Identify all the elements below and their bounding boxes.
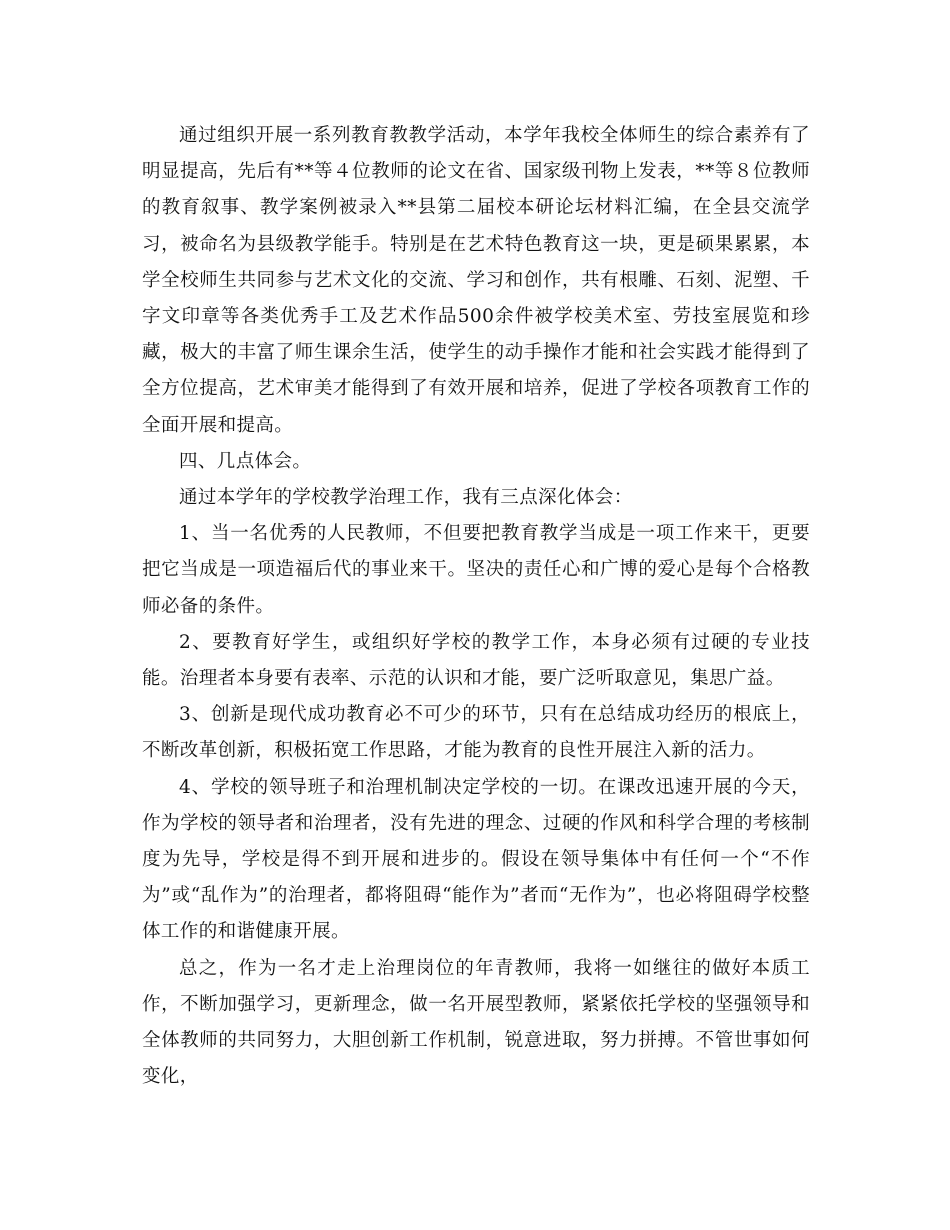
paragraph-point-2: 2、要教育好学生，或组织好学校的教学工作，本身必须有过硬的专业技能。治理者本身要有表率、示范的认识和才能，要广泛听取意见，集思广益。 bbox=[142, 631, 810, 690]
document-body bbox=[142, 118, 810, 1095]
paragraph-point-3: 3、创新是现代成功教育必不可少的环节，只有在总结成功经历的根底上，不断改革创新，积极拓宽工作思路，才能为教育的良性开展注入新的活力。 bbox=[142, 704, 810, 762]
paragraph-achievements: 通过组织开展一系列教育教教学活动，本学年我校全体师生的综合素养有了明显提高，先后有**等４位教师的论文在省、国家级刊物上发表，**等８位教师的教育叙事、教学案例被录入**县第二届校本研论坛材料汇编，在全县交流学习，被命名为县级教学能手。特别是在艺术特色教育这一块，更是硕果累累，本学全校师生共同参与艺术文化的交流、学习和创作，共有根雕、石刻、泥塑、千字文印章等各类优秀手工及艺术作品500余件被学校美术室、劳技室展览和珍藏，极大的丰富了师生课余生活，使学生的动手操作才能和社会实践才能得到了全方位提高，艺术审美才能得到了有效开展和培养，促进了学校各项教育工作的全面开展和提高。 bbox=[142, 125, 810, 436]
paragraph-point-1: 1、当一名优秀的人民教师，不但要把教育教学当成是一项工作来干，更要把它当成是一项造福后代的事业来干。坚决的责任心和广博的爱心是每个合格教师必备的条件。 bbox=[142, 523, 810, 617]
paragraph-conclusion: 总之，作为一名才走上治理岗位的年青教师，我将一如继往的做好本质工作，不断加强学习，更新理念，做一名开展型教师，紧紧依托学校的坚强领导和全体教师的共同努力，大胆创新工作机制，锐意进取，努力拼搏。不管世事如何变化， bbox=[142, 957, 810, 1088]
paragraph-intro: 通过本学年的学校教学治理工作，我有三点深化体会： bbox=[179, 487, 633, 509]
paragraph-point-4: 4、学校的领导班子和治理机制决定学校的一切。在课改迅速开展的今天，作为学校的领导者和治理者，没有先进的理念、过硬的作风和科学合理的考核制度为先导，学校是得不到开展和进步的。假设在领导集体中有任何一个“不作为”或“乱作为”的治理者，都将阻碍“能作为”者而“无作为”，也必将阻碍学校整体工作的和谐健康开展。 bbox=[142, 776, 810, 943]
section-heading-experience: 四、几点体会。 bbox=[179, 450, 312, 472]
